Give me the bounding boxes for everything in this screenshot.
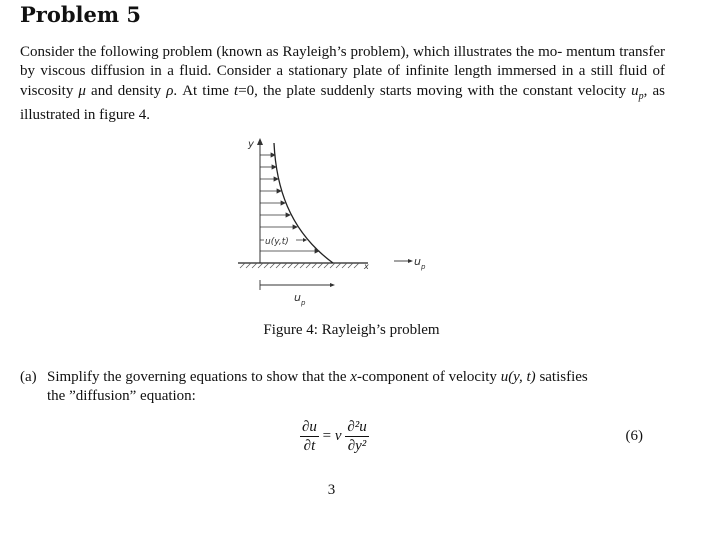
plate-velocity-label: u xyxy=(414,255,421,268)
rayleigh-figure xyxy=(238,135,428,320)
page-title: Problem 5 xyxy=(20,2,142,27)
para-text-density: and density xyxy=(85,82,167,99)
lhs-denominator: ∂t xyxy=(303,438,316,454)
para-text-time: . At time xyxy=(173,82,235,99)
y-axis-label: y xyxy=(248,139,254,150)
lhs-numerator: ∂u xyxy=(302,419,317,435)
para-line-1: Consider the following problem (known as Rayleigh’s problem), which illustrates the mo- xyxy=(20,44,563,60)
symbol-p-sub: p xyxy=(638,90,644,102)
bottom-velocity-label: u xyxy=(294,291,301,304)
rhs-numerator: ∂²u xyxy=(347,419,367,435)
para-line-4: moving with the constant velocity xyxy=(416,82,632,99)
part-a-text-3: satisfies xyxy=(535,369,588,385)
para-text-starts: =0, the plate suddenly starts xyxy=(238,82,412,99)
para-text-figure-ref: , as illustrated in figure 4. xyxy=(20,82,665,123)
figure-svg xyxy=(238,135,428,315)
part-a-args: (y, t) xyxy=(508,369,536,385)
lhs-fraction xyxy=(300,418,319,455)
figure-caption: Figure 4: Rayleigh’s problem xyxy=(263,322,440,338)
problem-statement xyxy=(20,43,665,125)
equals-sign: = xyxy=(322,427,332,444)
para-line-3: immersed in a still fluid of viscosity xyxy=(20,63,666,99)
part-a-var-x: x xyxy=(350,369,357,385)
symbol-t: t xyxy=(234,82,239,99)
x-axis-label: x xyxy=(364,262,369,271)
part-a-text-1: Simplify the governing equations to show that the xyxy=(47,369,351,385)
plate-velocity-sub: p xyxy=(421,263,426,271)
symbol-mu: μ xyxy=(78,82,86,99)
symbol-rho: ρ xyxy=(166,82,174,99)
part-a-text-4: the ”diffusion” equation: xyxy=(47,388,196,404)
page-number: 3 xyxy=(327,482,336,498)
profile-label: u(y,t) xyxy=(265,237,289,247)
part-a-text-2: -component of velocity xyxy=(356,369,501,385)
rhs-fraction xyxy=(345,418,368,455)
rhs-denominator: ∂y² xyxy=(347,438,367,454)
part-a-text xyxy=(47,368,665,406)
part-a-var-u: u xyxy=(500,369,509,385)
diffusion-equation xyxy=(300,418,369,455)
part-a-label: (a) xyxy=(20,369,37,385)
para-line-2: mentum transfer by viscous diffusion in a fluid. Consider a stationary plate of infinite length xyxy=(20,44,665,80)
nu-symbol: ν xyxy=(334,427,342,444)
part-a xyxy=(20,368,665,406)
bottom-velocity-sub: p xyxy=(301,299,306,307)
equation-number: (6) xyxy=(625,428,643,444)
symbol-u: u xyxy=(631,82,639,99)
